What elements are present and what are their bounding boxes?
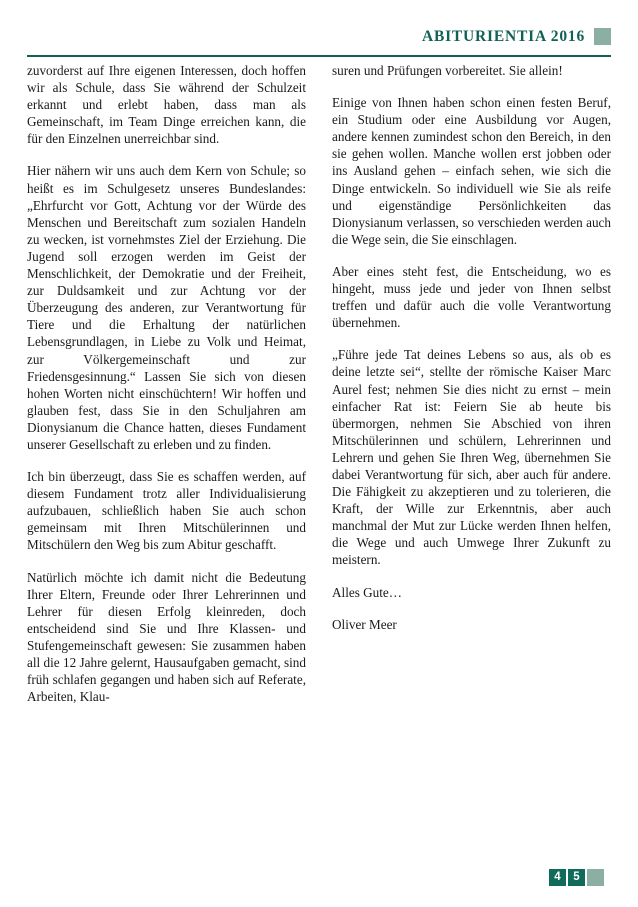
page-title: ABITURIENTIA 2016 (421, 27, 585, 45)
column-left (27, 62, 306, 862)
header-inner (27, 22, 611, 51)
page-number-right: 5 (568, 869, 585, 886)
signature-name: Oliver Meer (332, 616, 397, 632)
paragraph: Natürlich möchte ich damit nicht die Bedeutung Ihrer Eltern, Freunde oder Ihrer Lehrerinnen und Lehrer für diesen Erfolg kleinreden, doch entscheidend sind Sie und Ihre Klassen- und Stufengemeinschaft gewesen: Sie zusammen haben all die 12 Jahre gelernt, Hausaufgaben gemacht, sind früh schlafen gegangen und haben sich auf Referate, Arbeiten, Klau- (27, 569, 306, 705)
column-right (332, 62, 611, 862)
header-divider (27, 55, 611, 57)
paragraph: Hier nähern wir uns auch dem Kern von Schule; so heißt es im Schulgesetz unseres Bundeslandes: „Ehrfurcht vor Gott, Achtung vor der Würde des Menschen und Bereitschaft zum sozialen Handeln zu wecken, ist vornehmstes Ziel der Erziehung. Die Jugend soll erzogen werden im Geist der Menschlichkeit, der Demokratie und der Freiheit, zur Duldsamkeit und zur Achtung vor der Überzeugung des anderen, zur Verantwortung für Tiere und die Erhaltung der natürlichen Lebensgrundlagen, in Liebe zu Volk und Heimat, zur Völkergemeinschaft und zur Friedensgesinnung.“ Lassen Sie sich von diesen hohen Worten nicht einschüchtern! Wir hoffen und glauben fest, dass Sie in den Schuljahren am Dionysianum die Chance hatten, dieses Fundament unserer Gesellschaft zu erleben und zu finden. (27, 163, 306, 452)
header-accent-square (594, 28, 611, 45)
paragraph: Ich bin überzeugt, dass Sie es schaffen werden, auf diesem Fundament trotz aller Individualisierung aufzubauen, schließlich haben Sie auch schon gemeinsam mit Ihren Mitschülerinnen und Mitschülern den Weg bis zum Abitur geschafft. (27, 469, 306, 553)
paragraph: zuvorderst auf Ihre eigenen Interessen, doch hoffen wir als Schule, dass Sie während der Schulzeit erkannt und erlebt haben, dass man als Gemeinschaft, im Team Dinge erreichen kann, die für den Einzelnen unerreichbar sind. (27, 63, 306, 147)
paragraph: Einige von Ihnen haben schon einen festen Beruf, ein Studium oder eine Ausbildung vor Augen, andere kennen zumindest schon den Bereich, in den sie gehen wollen. Manche wollen erst jobben oder ins Ausland gehen – einfach sehen, wie sich die Dinge entwickeln. So individuell wie Sie als reife und eigenständige Persönlichkeiten das Dionysianum verlassen, so verschieden werden auch die Wege sein, die Sie einschlagen. (332, 95, 611, 247)
paragraph: Aber eines steht fest, die Entscheidung, wo es hingeht, muss jede und jeder von Ihnen selbst treffen und dafür auch die volle Verantwortung übernehmen. (332, 263, 611, 331)
page-header (27, 22, 611, 58)
footer-accent-square (587, 869, 604, 886)
article-columns (27, 62, 611, 862)
paragraph: suren und Prüfungen vorbereitet. Sie allein! (332, 63, 563, 78)
page-footer (549, 869, 604, 886)
paragraph-quote: „Führe jede Tat deines Lebens so aus, als ob es deine letzte sei“, stellte der römische Kaiser Marc Aurel fest; nehmen Sie dies nicht zu ernst – mein einfacher Rat ist: Feiern Sie ab heute bis übermorgen, nehmen Sie Abschied von ihren Mitschülerinnen und schülern, Lehrerinnen und Lehrern und gehen Sie Ihren Weg, übernehmen Sie dabei Verantwortung für sich, aber auch für andere. Die Fähigkeit zu akzeptieren und zu tolerieren, die Kraft, der Wille zur Erkenntnis, aber auch manchmal der Mut zur Lücke werden Ihnen helfen, die Wege und auch Umwege Ihrer Zukunft zu meistern. (332, 347, 611, 568)
page-number-left: 4 (549, 869, 566, 886)
closing-line: Alles Gute… (332, 584, 402, 600)
